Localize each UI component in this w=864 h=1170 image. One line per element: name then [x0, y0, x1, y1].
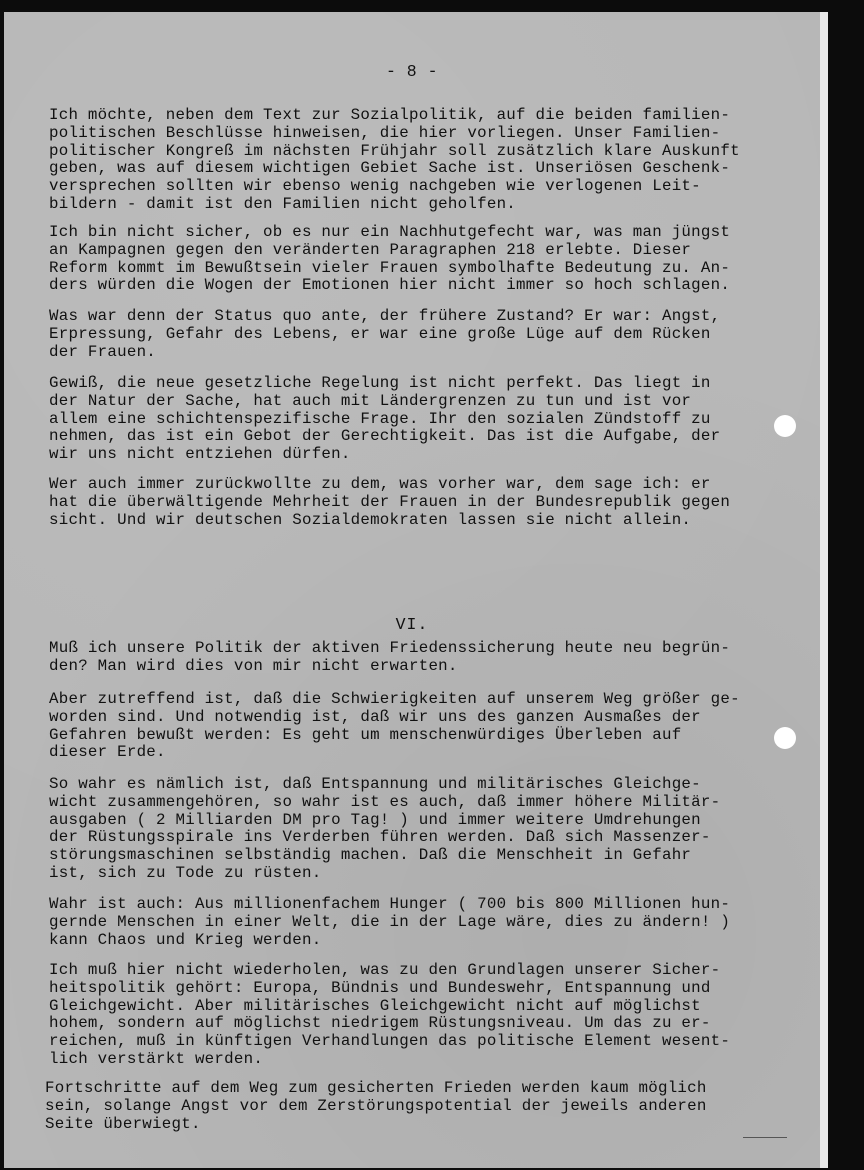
paragraph-progress-peace: Fortschritte auf dem Weg zum gesicherten Frieden werden kaum möglich sein, solange Angst vor dem Zerstörungspotential der jeweils anderen Seite überwiegt. — [45, 1079, 707, 1133]
paragraph-difficulties: Aber zutreffend ist, daß die Schwierigkeiten auf unserem Weg größer ge- worden sind. Und notwendig ist, daß wir uns des ganzen Ausmaßes der Gefahren bewußt werden: Es geht um menschenwürdiges Überleben auf dieser Erde. — [49, 690, 740, 762]
page-number: - 8 - — [385, 62, 438, 81]
document-page — [4, 12, 820, 1168]
section-heading: VI. — [395, 615, 429, 634]
paragraph-security-policy: Ich muß hier nicht wiederholen, was zu den Grundlagen unserer Sicher- heitspolitik gehört: Europa, Bündnis und Bundeswehr, Entspannung und Gleichgewicht. Aber militärisches Gleichgewicht nicht auf möglichst hohem, sondern auf möglichst niedrigem Rüstungsniveau. Um das zu er- reichen, muß in künftigen Verhandlungen das politische Element wesent- lich verstärkt werden. — [49, 961, 731, 1068]
paragraph-majority-of-women: Wer auch immer zurückwollte zu dem, was vorher war, dem sage ich: er hat die überwältigende Mehrheit der Frauen in der Bundesrepublik gegen sicht. Und wir deutschen Sozialdemokraten lassen sie nicht allein. — [49, 475, 731, 529]
paragraph-peace-policy: Muß ich unsere Politik der aktiven Friedenssicherung heute neu begrün- den? Man wird dies von mir nicht erwarten. — [49, 639, 731, 675]
paragraph-hunger: Wahr ist auch: Aus millionenfachem Hunger ( 700 bis 800 Millionen hun- gernde Menschen in einer Welt, die in der Lage wäre, dies zu ändern! ) kann Chaos und Krieg werden. — [49, 895, 731, 949]
paragraph-paragraph-218: Ich bin nicht sicher, ob es nur ein Nachhutgefecht war, was man jüngst an Kampagnen gegen den veränderten Paragraphen 218 erlebte. Dieser Reform kommt im Bewußtsein vieler Frauen symbolhafte Bedeutung zu. An- ders würden die Wogen der Emotionen hier nicht immer so hoch schlagen. — [49, 223, 731, 295]
paragraph-status-quo-ante: Was war denn der Status quo ante, der frühere Zustand? Er war: Angst, Erpressung, Gefahr des Lebens, er war eine große Lüge auf dem Rücken der Frauen. — [49, 307, 721, 361]
punch-hole-upper — [774, 415, 796, 437]
corner-mark — [743, 1137, 787, 1138]
page-edge-strip — [820, 12, 828, 1168]
paragraph-arms-spiral: So wahr es nämlich ist, daß Entspannung und militärisches Gleichge- wicht zusammengehören, so wahr ist es auch, daß immer höhere Militär- ausgaben ( 2 Milliarden DM pro Tag! ) und immer weitere Umdrehungen der Rüstungsspirale ins Verderben führen werden. Daß sich Massenzer- störungsmaschinen selbständig machen. Daß die Menschheit in Gefahr ist, sich zu Tode zu rüsten. — [49, 775, 721, 882]
paragraph-family-policy: Ich möchte, neben dem Text zur Sozialpolitik, auf die beiden familien- politischen Beschlüsse hinweisen, die hier vorliegen. Unser Familien- politischer Kongreß im nächsten Frühjahr soll zusätzlich klare Auskunft geben, was auf diesem wichtigen Gebiet Sache ist. Unseriösen Geschenk- versprechen sollten wir ebenso wenig nachgeben wie verlogenen Leit- bildern - damit ist den Familien nicht geholfen. — [49, 106, 740, 213]
paragraph-new-regulation: Gewiß, die neue gesetzliche Regelung ist nicht perfekt. Das liegt in der Natur der Sache, hat auch mit Ländergrenzen zu tun und ist vor allem eine schichtenspezifische Frage. Ihr den sozialen Zündstoff zu nehmen, das ist ein Gebot der Gerechtigkeit. Das ist die Aufgabe, der wir uns nicht entziehen dürfen. — [49, 374, 721, 464]
punch-hole-lower — [774, 727, 796, 749]
